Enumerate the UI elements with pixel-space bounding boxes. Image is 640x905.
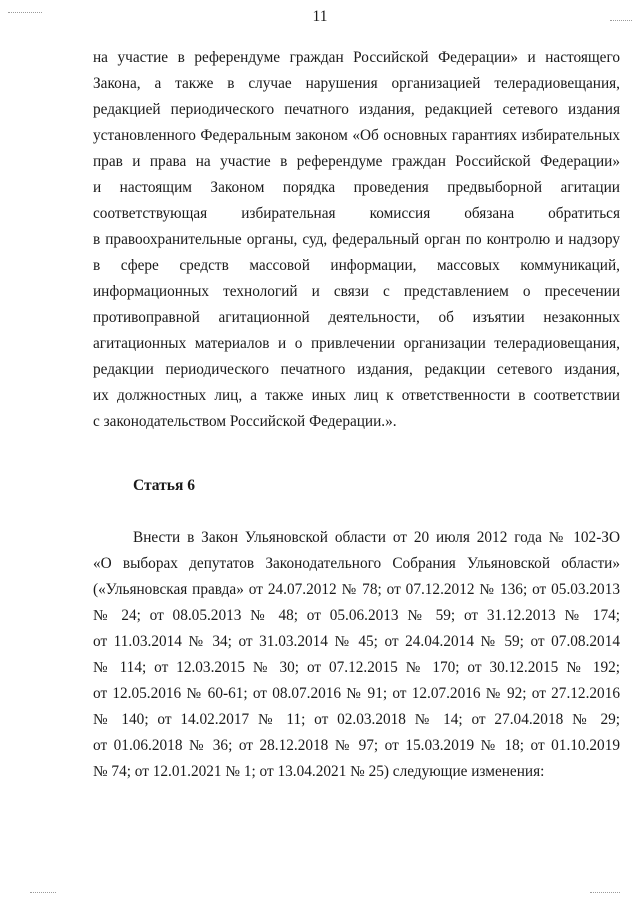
text-line: и настоящим Законом порядка проведения предвыборной агитации [93, 179, 620, 196]
text-line: редакцией периодического печатного издания, редакцией сетевого издания [93, 101, 620, 118]
text-line: от 12.05.2016 № 60-61; от 08.07.2016 № 91; от 12.07.2016 № 92; от 27.12.2016 [93, 685, 620, 702]
text-line: от 11.03.2014 № 34; от 31.03.2014 № 45; от 24.04.2014 № 59; от 07.08.2014 [93, 633, 620, 650]
text-line: «О выборах депутатов Законодательного Собрания Ульяновской области» [93, 555, 620, 572]
text-line: соответствующая избирательная комиссия обязана обратиться [93, 205, 620, 222]
scan-mark-bottom-left [30, 892, 56, 894]
text-line: редакции периодического печатного издания, редакции сетевого издания, [93, 361, 620, 378]
text-line: Внести в Закон Ульяновской области от 20 июля 2012 года № 102-ЗО [133, 529, 620, 546]
text-line: Закона, а также в случае нарушения организацией телерадиовещания, [93, 75, 620, 92]
text-line: установленного Федеральным законом «Об основных гарантиях избирательных [93, 127, 620, 144]
text-line: с законодательством Российской Федерации.». [93, 413, 397, 430]
text-line: их должностных лиц, а также иных лиц к ответственности в соответствии [93, 387, 620, 404]
article-heading: Статья 6 [133, 477, 195, 494]
text-line: («Ульяновская правда» от 24.07.2012 № 78; от 07.12.2012 № 136; от 05.03.2013 [93, 581, 620, 598]
text-line: противоправной агитационной деятельности, об изъятии незаконных [93, 309, 620, 326]
text-line: № 140; от 14.02.2017 № 11; от 02.03.2018 № 14; от 27.04.2018 № 29; [93, 711, 620, 728]
text-line: в правоохранительные органы, суд, федеральный орган по контролю и надзору [93, 231, 620, 248]
page-number: 11 [312, 8, 328, 25]
text-line: на участие в референдуме граждан Российской Федерации» и настоящего [93, 49, 620, 66]
scan-mark-bottom-right [590, 892, 620, 894]
text-line: в сфере средств массовой информации, массовых коммуникаций, [93, 257, 620, 274]
text-line: информационных технологий и связи с представлением о пресечении [93, 283, 620, 300]
text-line: прав и права на участие в референдуме граждан Российской Федерации» [93, 153, 620, 170]
text-line: агитационных материалов и о привлечении организации телерадиовещания, [93, 335, 620, 352]
text-line: № 24; от 08.05.2013 № 48; от 05.06.2013 № 59; от 31.12.2013 № 174; [93, 607, 620, 624]
text-line: от 01.06.2018 № 36; от 28.12.2018 № 97; от 15.03.2019 № 18; от 01.10.2019 [93, 737, 620, 754]
text-line: № 74; от 12.01.2021 № 1; от 13.04.2021 № 25) следующие изменения: [93, 763, 545, 780]
text-line: № 114; от 12.03.2015 № 30; от 07.12.2015 № 170; от 30.12.2015 № 192; [93, 659, 620, 676]
